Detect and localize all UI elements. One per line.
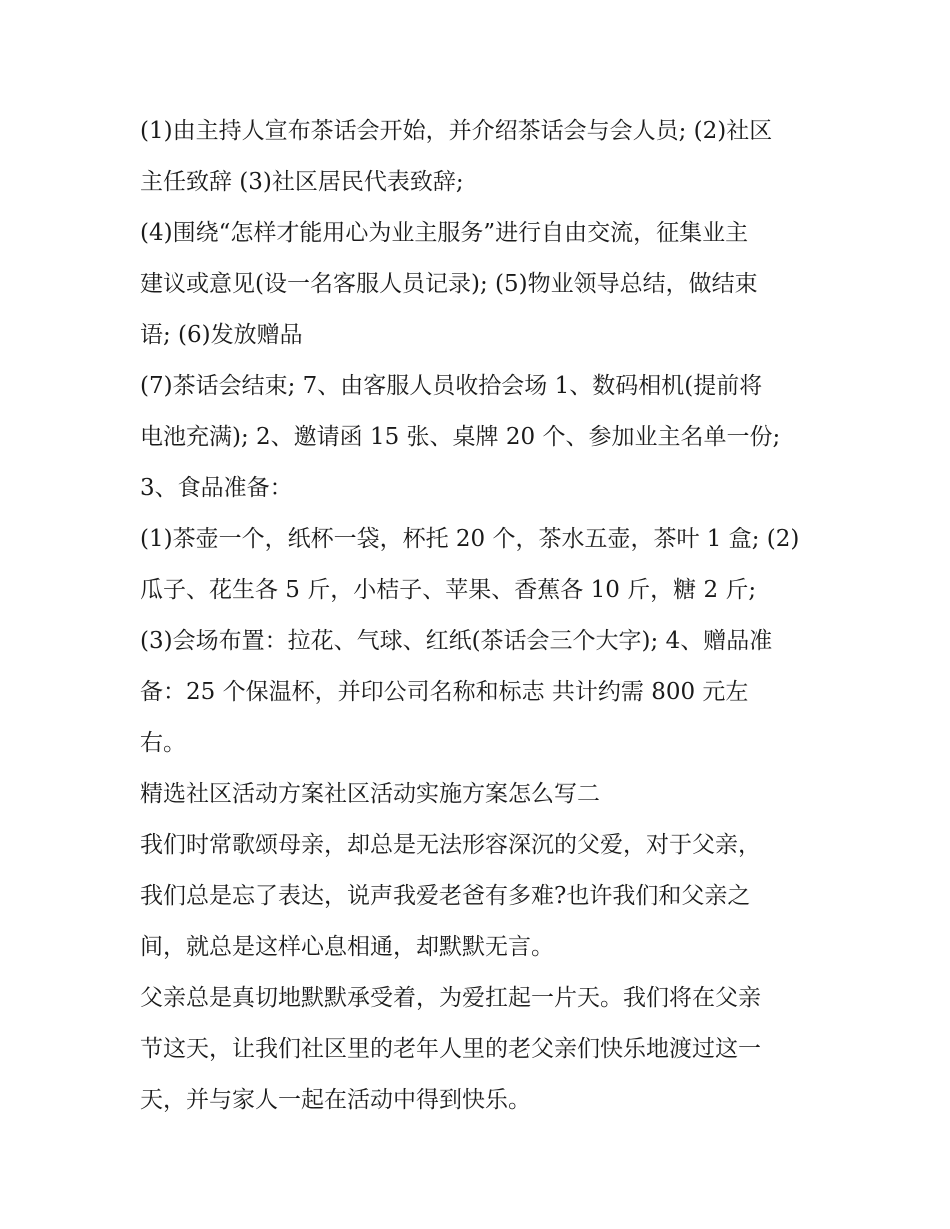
text-line: 建议或意见(设一名客服人员记录); (5)物业领导总结，做结束 <box>140 271 758 297</box>
paragraph-9 <box>140 973 820 1126</box>
paragraph-8 <box>140 820 820 973</box>
text-line: 我们时常歌颂母亲，却总是无法形容深沉的父爱，对于父亲， <box>140 832 761 858</box>
text-line: 电池充满); 2、邀请函 15 张、桌牌 20 个、参加业主名单一份; <box>140 424 781 450</box>
section-heading <box>140 769 820 820</box>
text-line: 间，就总是这样心息相通，却默默无言。 <box>140 934 554 960</box>
text-line: 瓜子、花生各 5 斤，小桔子、苹果、香蕉各 10 斤，糖 2 斤; <box>140 577 757 603</box>
text-line: 精选社区活动方案社区活动实施方案怎么写二 <box>140 781 600 807</box>
text-line: 节这天，让我们社区里的老年人里的老父亲们快乐地渡过这一 <box>140 1036 761 1062</box>
paragraph-6 <box>140 616 820 769</box>
document-body <box>140 106 820 1126</box>
paragraph-4 <box>140 463 820 514</box>
text-line: 我们总是忘了表达，说声我爱老爸有多难?也许我们和父亲之 <box>140 883 751 909</box>
text-line: 天，并与家人一起在活动中得到快乐。 <box>140 1087 531 1113</box>
text-line: 语; (6)发放赠品 <box>140 322 303 348</box>
text-line: 父亲总是真切地默默承受着，为爱扛起一片天。我们将在父亲 <box>140 985 761 1011</box>
text-line: 主任致辞 (3)社区居民代表致辞; <box>140 169 464 195</box>
text-line: (7)茶话会结束; 7、由客服人员收拾会场 1、数码相机(提前将 <box>140 373 763 399</box>
text-line: (3)会场布置：拉花、气球、红纸(茶话会三个大字); 4、赠品准 <box>140 628 773 654</box>
text-line: 右。 <box>140 730 186 756</box>
paragraph-3 <box>140 361 820 463</box>
paragraph-1 <box>140 106 820 208</box>
paragraph-2 <box>140 208 820 361</box>
text-line: 备：25 个保温杯，并印公司名称和标志 共计约需 800 元左 <box>140 679 749 705</box>
text-line: (1)由主持人宣布茶话会开始，并介绍茶话会与会人员; (2)社区 <box>140 118 773 144</box>
text-line: 3、食品准备： <box>140 475 293 501</box>
text-line: (1)茶壶一个，纸杯一袋，杯托 20 个，茶水五壶，茶叶 1 盒; (2) <box>140 526 800 552</box>
text-line: (4)围绕“怎样才能用心为业主服务”进行自由交流，征集业主 <box>140 220 749 246</box>
paragraph-5 <box>140 514 820 616</box>
